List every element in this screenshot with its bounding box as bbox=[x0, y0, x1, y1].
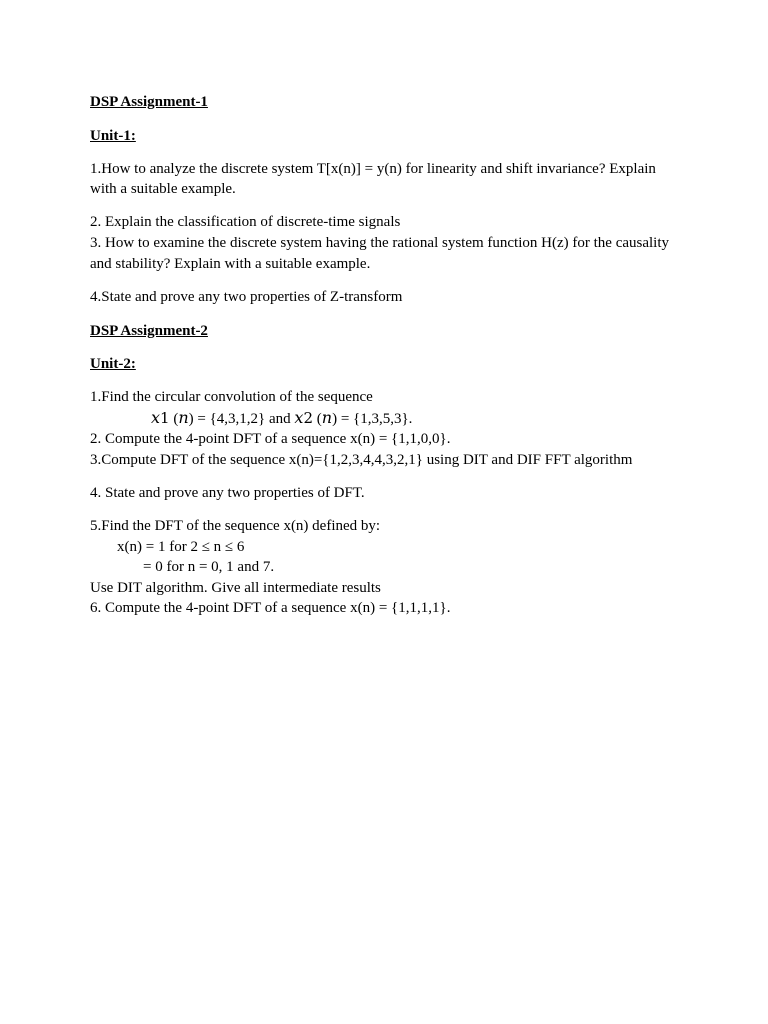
a2-question-1-line-1: 1.Find the circular convolution of the sequence bbox=[90, 389, 373, 405]
x1-var: x bbox=[151, 408, 161, 427]
a2-question-1-sequences: x1 (n) = {4,3,1,2} and x2 (n) = {1,3,5,3}. bbox=[151, 408, 413, 427]
x2-values: = {1,3,5,3}. bbox=[337, 411, 413, 427]
a1-question-1-line-2: with a suitable example. bbox=[90, 181, 236, 197]
unit-2-heading: Unit-2: bbox=[90, 356, 136, 372]
unit-1-heading: Unit-1: bbox=[90, 128, 136, 144]
a2-question-2: 2. Compute the 4-point DFT of a sequence x(n) = {1,1,0,0}. bbox=[90, 431, 451, 447]
x2-n-var: n bbox=[321, 408, 333, 427]
x1-index: 1 bbox=[160, 409, 170, 427]
a2-question-5-line-3: = 0 for n = 0, 1 and 7. bbox=[143, 559, 275, 575]
a2-question-5-line-1: 5.Find the DFT of the sequence x(n) defined by: bbox=[90, 518, 381, 534]
x1-n-var: n bbox=[178, 408, 189, 427]
a1-question-4: 4.State and prove any two properties of Z-transform bbox=[90, 289, 403, 305]
a2-question-4: 4. State and prove any two properties of DFT. bbox=[90, 485, 365, 501]
x2-index: 2 bbox=[303, 409, 313, 427]
a2-question-5-line-4: Use DIT algorithm. Give all intermediate results bbox=[90, 580, 381, 596]
x2-var: x bbox=[294, 408, 304, 427]
a1-question-3-line-2: and stability? Explain with a suitable example. bbox=[90, 256, 371, 272]
x1-values: = {4,3,1,2} and bbox=[193, 411, 295, 427]
a1-question-3-line-1: 3. How to examine the discrete system having the rational system function H(z) for the causality bbox=[90, 235, 670, 251]
a2-question-3: 3.Compute DFT of the sequence x(n)={1,2,3,4,4,3,2,1} using DIT and DIF FFT algorithm bbox=[90, 452, 633, 468]
assignment-1-title: DSP Assignment-1 bbox=[90, 94, 208, 110]
a2-question-6: 6. Compute the 4-point DFT of a sequence x(n) = {1,1,1,1}. bbox=[90, 600, 451, 616]
a1-question-2: 2. Explain the classification of discrete-time signals bbox=[90, 214, 401, 230]
a1-question-1-line-1: 1.How to analyze the discrete system T[x(n)] = y(n) for linearity and shift invariance? Explain bbox=[90, 161, 656, 177]
assignment-2-title: DSP Assignment-2 bbox=[90, 323, 208, 339]
a2-question-5-line-2: x(n) = 1 for 2 ≤ n ≤ 6 bbox=[117, 539, 245, 555]
